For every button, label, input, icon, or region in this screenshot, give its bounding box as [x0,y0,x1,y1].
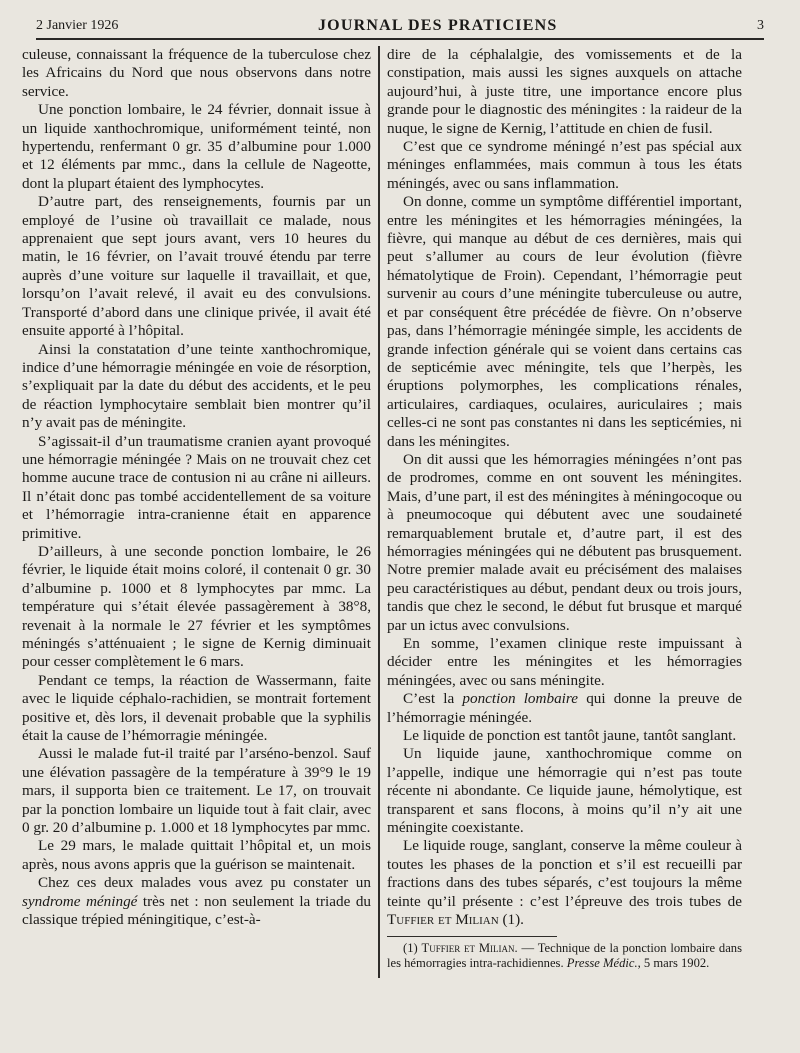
page-number: 3 [756,18,764,33]
paragraph [22,874,371,929]
emphasis-text: syndrome méningé [22,892,138,910]
text-run: très net : non seulement la triade du classique trépied méningitique, c’est-à- [22,892,372,929]
paragraph: D’autre part, des renseignements, fournis par un employé de l’usine où travaillait ce malade, nous apprenaient que sept jours avant, vers 10 heures du matin, le 16 février, on l’avait trouvé étendu par terre auprès d’une voiture sur laquelle il travaillait, et que, lorsqu’on l’avait relevé, il avait eu des convulsions. Transporté d’abord dans une clinique privée, il avait été ensuite apporté à l’hôpital. [22,193,371,340]
paragraph: S’agissait-il d’un traumatisme cranien ayant provoqué une hémorragie méningée ? Mais on ne trouvait chez cet homme aucune trace de contusion ni au crâne ni ailleurs. Il n’était donc pas tombé accidentellement de sa voiture et l’hémorragie intra-cranienne était en apparence primitive. [22,432,371,542]
footnote [387,941,742,971]
left-column [22,46,371,930]
text-run: — Technique de la ponction lombaire dans les hémorragies intra-rachidiennes. [387,940,742,970]
text-run: (1). [502,911,524,929]
page-header [36,14,764,40]
paragraph [387,690,742,727]
issue-date: 2 Janvier 1926 [36,18,119,33]
footnote-marker: (1) [403,940,418,955]
text-run: Chez ces deux malades vous avez pu constater un [38,874,371,892]
journal-reference: Presse Médic. [566,955,638,970]
paragraph: Aussi le malade fut-il traité par l’arséno-benzol. Sauf une élévation passagère de la température à 39°9 le 19 mars, il supporta bien ce traitement. Le 17, on trouvait par la ponction lombaire un liquide tout à fait clair, avec 0 gr. 20 d’albumine p. 1.000 et 18 lymphocytes par mmc. [22,745,371,837]
paragraph: Une ponction lombaire, le 24 février, donnait issue à un liquide xanthochromique, uniformément teinté, non hypertendu, renfermant 0 gr. 35 d’albumine pour 1.000 et 12 éléments par mmc., dans la cellule de Nageotte, dont la plupart étaient des lymphocytes. [22,101,371,192]
footnote-divider [387,936,557,937]
text-run: C’est la [403,690,455,708]
paragraph: On donne, comme un symptôme différentiel important, entre les méningites et les hémorragies méningées, la fièvre, qui manque au début de ces dernières, mais qui peut s’allumer au cours de leur évolution (fièvre hématolytique de Froin). Cependant, l’hémorragie peut survenir au cours d’une méningite tuberculeuse ou autre, et par conséquent être précédée de fièvre. On n’observe pas, dans l’hémorragie méningée simple, les accidents de grande infection générale qui se voient dans certains cas de septicémie avec méningite, tels que l’herpès, les éruptions polymorphes, les complications rénales, articulaires, cardiaques, oculaires, auriculaires ; mais celles-ci ne sont pas constantes ni dans les septicémies, ni dans les méningites. [387,193,742,450]
paragraph: Le 29 mars, le malade quittait l’hôpital et, un mois après, nous avons appris que la guérison se maintenait. [22,837,371,873]
journal-title: JOURNAL DES PRATICIENS [317,17,558,34]
paragraph: On dit aussi que les hémorragies méningées n’ont pas de prodromes, comme en ont souvent les méningites. Mais, d’une part, il est des méningites à méningocoque ou à pneumocoque qui débutent avec une soudaineté remarquablement brutale et, d’autre part, il est des hémorragies méningées qui ne débutent pas brusquement. Notre premier malade avait eu précisément des malaises peu caractéristiques au début, pendant deux ou trois jours, tandis que chez le second, le début fut brusque et marqué par un ictus avec convulsions. [387,450,742,634]
paragraph: En somme, l’examen clinique reste impuissant à décider entre les méningites et les hémorragies méningées, avec ou sans méningite. [387,635,742,689]
text-run: , 5 mars 1902. [637,955,710,970]
paragraph: Le liquide de ponction est tantôt jaune, tantôt sanglant. [403,727,737,745]
footnote-authors: Tuffier et Milian. [421,940,518,955]
column-divider [378,46,380,978]
paragraph: D’ailleurs, à une seconde ponction lombaire, le 26 février, le liquide était moins coloré, il contenait 0 gr. 30 d’albumine p. 1000 et 8 lymphocytes par mmc. La température qui s’était élevée passagèrement à 38°8, revenait à la normale le 27 février et les symptômes méningés s’atténuaient ; le signe de Kernig diminuait pour cesser complètement le 6 mars. [22,542,371,671]
paragraph: Pendant ce temps, la réaction de Wassermann, faite avec le liquide céphalo-rachidien, se montrait fortement positive et, dès lors, il devenait probable que la syphilis était la cause de l’hémorragie méningée. [22,671,371,745]
paragraph: C’est que ce syndrome méningé n’est pas spécial aux méninges enflammées, mais commun à tous les états méningés, avec ou sans inflammation. [387,138,742,192]
right-column [387,46,742,971]
paragraph [387,837,742,929]
paragraph: Un liquide jaune, xanthochromique comme on l’appelle, indique une hémorragie qui n’est pas toute récente ni abondante. Ce liquide jaune, hémolytique, est transparent et sans flocons, à moins qu’il n’y ait une méningite coexistante. [387,745,742,837]
paragraph: culeuse, connaissant la fréquence de la tuberculose chez les Africains du Nord que nous observons dans notre service. [22,46,371,100]
paragraph: dire de la céphalalgie, des vomissements et de la constipation, mais aussi les signes auxquels on attache aujourd’hui, à juste titre, une importance encore plus grande pour le diagnostic des méningites : la raideur de la nuque, le signe de Kernig, l’attitude en chien de fusil. [387,46,742,137]
text-run: Le liquide rouge, sanglant, conserve la même couleur à toutes les phases de la ponction et s’il est recueilli par fractions dans des tubes séparés, c’est toujours la même teinte qu’il présente : c’est l’épreuve des trois tubes de [387,837,742,910]
text-run: qui donne la preuve de l’hémorragie méningée. [387,690,743,726]
emphasis-text: ponction lombaire [462,690,578,708]
author-names: Tuffier et Milian [387,911,499,929]
paragraph: Ainsi la constatation d’une teinte xanthochromique, indice d’une hémorragie méningée en voie de résorption, s’expliquait par la date du début des accidents, et le peu de réaction lymphocytaire semblait bien montrer qu’il n’y avait pas de méningite. [22,340,371,432]
